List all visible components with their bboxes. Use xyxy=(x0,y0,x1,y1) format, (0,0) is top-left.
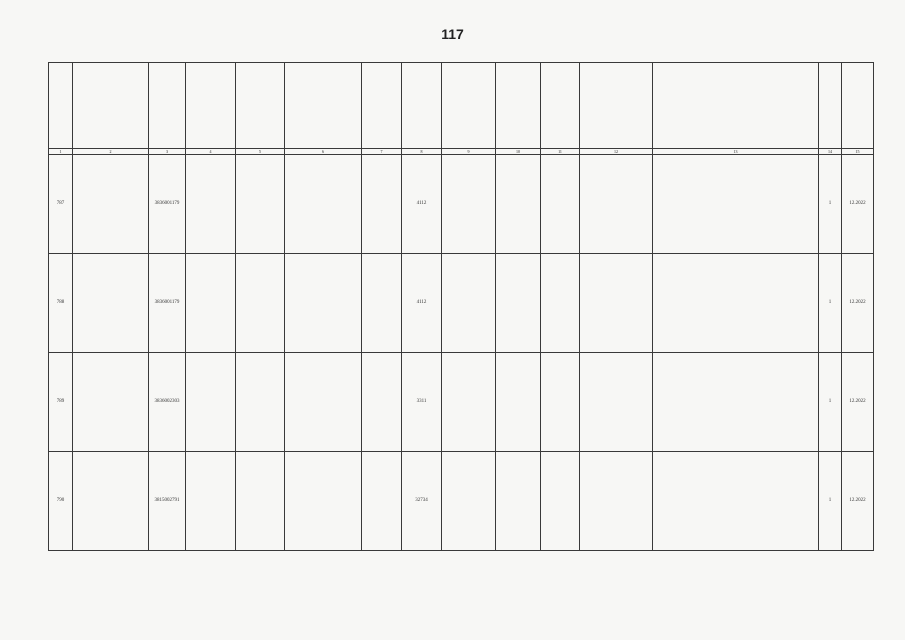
header-cell xyxy=(49,63,73,149)
legal-act-cell xyxy=(653,254,819,353)
conditions-cell xyxy=(541,254,580,353)
table-row xyxy=(49,452,874,551)
header-cell xyxy=(285,63,362,149)
organization-type-cell xyxy=(186,353,236,452)
registry-table xyxy=(48,62,874,551)
legal-act-cell xyxy=(653,452,819,551)
population-cell: 4112 xyxy=(402,254,442,353)
building-type-cell xyxy=(236,353,285,452)
building-type-cell xyxy=(236,452,285,551)
column-number: 10 xyxy=(496,149,541,155)
organization-type-cell xyxy=(186,155,236,254)
inn-cell: 3836001179 xyxy=(149,254,186,353)
address-cell xyxy=(285,452,362,551)
column-number: 7 xyxy=(362,149,402,155)
conditions-cell xyxy=(541,353,580,452)
building-type-cell xyxy=(236,155,285,254)
cabinet-cell xyxy=(496,452,541,551)
column-number: 12 xyxy=(580,149,653,155)
building-type-cell xyxy=(236,254,285,353)
table-row xyxy=(49,254,874,353)
address-cell xyxy=(285,155,362,254)
quantity-cell: 1 xyxy=(819,254,842,353)
header-cell xyxy=(186,63,236,149)
address-cell xyxy=(285,353,362,452)
quantity-cell: 1 xyxy=(819,452,842,551)
organization-type-cell xyxy=(186,452,236,551)
column-number: 11 xyxy=(541,149,580,155)
column-number: 14 xyxy=(819,149,842,155)
settlement-cell xyxy=(362,155,402,254)
organization-type-cell xyxy=(186,254,236,353)
settlement-cell xyxy=(362,452,402,551)
date-cell: 12.2022 xyxy=(842,155,874,254)
legal-act-cell xyxy=(653,155,819,254)
cabinet-cell xyxy=(496,155,541,254)
row-number: 787 xyxy=(49,155,73,254)
column-number: 1 xyxy=(49,149,73,155)
column-number: 2 xyxy=(73,149,149,155)
unit-name-cell xyxy=(442,452,496,551)
column-number: 3 xyxy=(149,149,186,155)
organization-name-cell xyxy=(73,155,149,254)
equipment-cell xyxy=(580,155,653,254)
column-number: 6 xyxy=(285,149,362,155)
row-number: 790 xyxy=(49,452,73,551)
settlement-cell xyxy=(362,254,402,353)
quantity-cell: 1 xyxy=(819,353,842,452)
header-cell xyxy=(149,63,186,149)
cabinet-cell xyxy=(496,254,541,353)
page-number: 117 xyxy=(441,26,464,42)
header-cell xyxy=(496,63,541,149)
inn-cell: 3836001179 xyxy=(149,155,186,254)
header-cell xyxy=(402,63,442,149)
column-number: 5 xyxy=(236,149,285,155)
header-cell xyxy=(842,63,874,149)
header-cell xyxy=(580,63,653,149)
header-cell xyxy=(541,63,580,149)
column-number: 4 xyxy=(186,149,236,155)
unit-name-cell xyxy=(442,254,496,353)
header-cell xyxy=(362,63,402,149)
settlement-cell xyxy=(362,353,402,452)
header-row xyxy=(49,63,874,149)
cabinet-cell xyxy=(496,353,541,452)
organization-name-cell xyxy=(73,452,149,551)
inn-cell: 3815002791 xyxy=(149,452,186,551)
legal-act-cell xyxy=(653,353,819,452)
table-row xyxy=(49,353,874,452)
inn-cell: 3836002303 xyxy=(149,353,186,452)
quantity-cell: 1 xyxy=(819,155,842,254)
organization-name-cell xyxy=(73,254,149,353)
date-cell: 12.2022 xyxy=(842,353,874,452)
date-cell: 12.2022 xyxy=(842,254,874,353)
header-cell xyxy=(236,63,285,149)
population-cell: 32734 xyxy=(402,452,442,551)
conditions-cell xyxy=(541,452,580,551)
equipment-cell xyxy=(580,254,653,353)
unit-name-cell xyxy=(442,155,496,254)
header-cell xyxy=(653,63,819,149)
conditions-cell xyxy=(541,155,580,254)
unit-name-cell xyxy=(442,353,496,452)
header-cell xyxy=(819,63,842,149)
row-number: 788 xyxy=(49,254,73,353)
row-number: 789 xyxy=(49,353,73,452)
column-number: 9 xyxy=(442,149,496,155)
column-number: 13 xyxy=(653,149,819,155)
header-cell xyxy=(442,63,496,149)
equipment-cell xyxy=(580,353,653,452)
column-number: 15 xyxy=(842,149,874,155)
address-cell xyxy=(285,254,362,353)
population-cell: 3311 xyxy=(402,353,442,452)
column-number: 8 xyxy=(402,149,442,155)
population-cell: 4112 xyxy=(402,155,442,254)
header-cell xyxy=(73,63,149,149)
date-cell: 12.2022 xyxy=(842,452,874,551)
table-row xyxy=(49,155,874,254)
organization-name-cell xyxy=(73,353,149,452)
equipment-cell xyxy=(580,452,653,551)
